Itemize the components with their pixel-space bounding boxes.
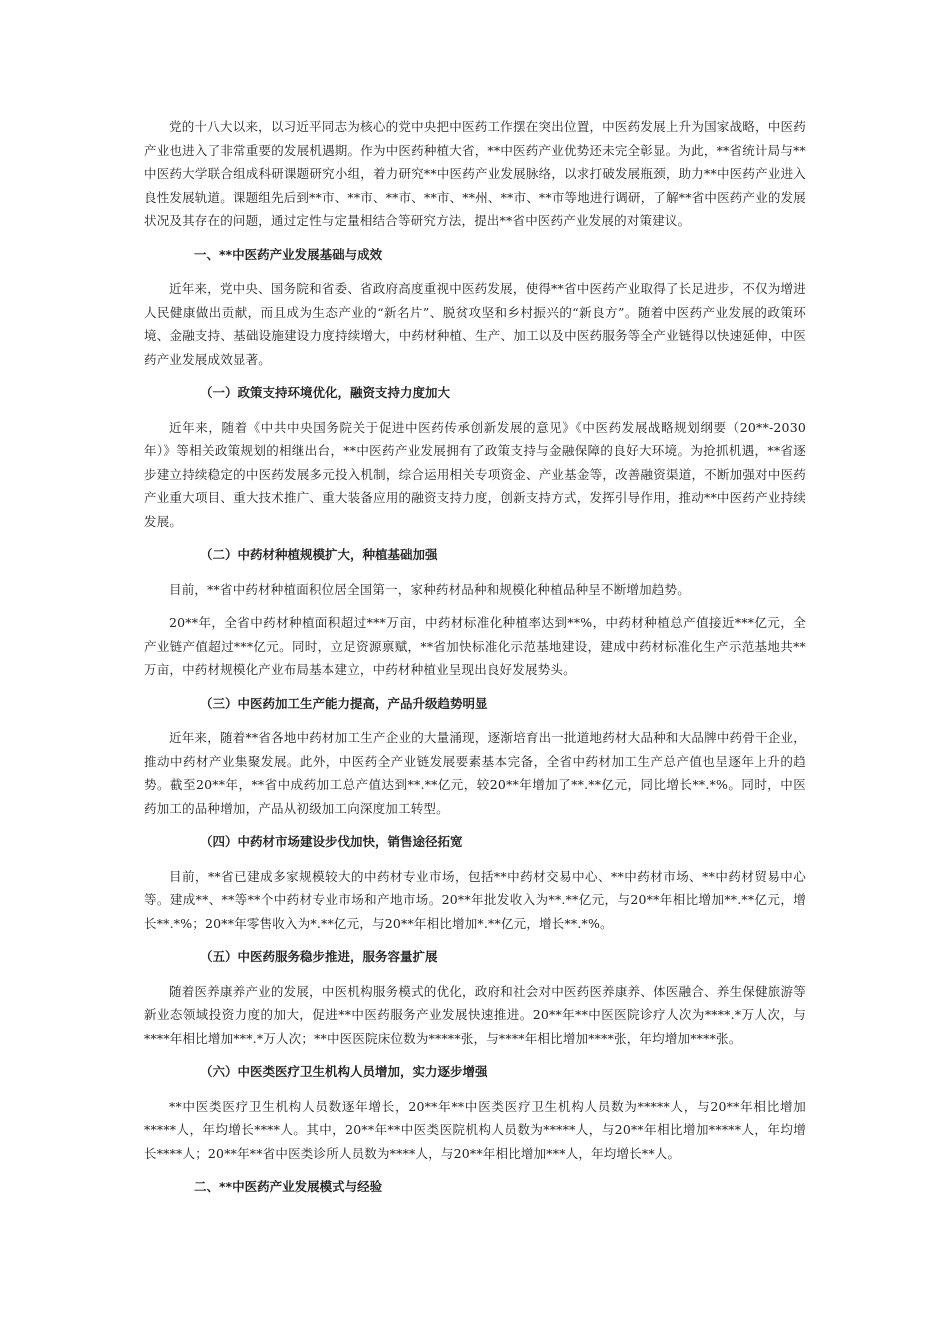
document-page [144,115,806,1199]
subsection-3-heading: （三）中医药加工生产能力提高，产品升级趋势明显 [200,695,488,711]
section-2-heading: 二、**中医药产业发展模式与经验 [194,1179,383,1194]
section-1-heading: 一、**中医药产业发展基础与成效 [194,246,383,262]
intro-paragraph: 党的十八大以来，以习近平同志为核心的党中央把中医药工作摆在突出位置，中医药发展上升为国家战略，中医药产业也进入了非常重要的发展机遇期。作为中医药种植大省，**中医药产业优势还未完全彰显。为此，**省统计局与**中医药大学联合组成科研课题研究小组，着力研究**中医药产业发展脉络，以求打破发展瓶颈，助力**中医药产业进入良性发展轨道。课题组先后到**市、**市、**市、**市、**州、**市、**市等地进行调研，了解**省中医药产业的发展状况及其存在的问题，通过定性与定量相结合等研究方法，提出**省中医药产业发展的对策建议。 [144,119,807,228]
subsection-2-paragraph-2: 20**年，全省中药材种植面积超过***万亩，中药材标准化种植率达到**%，中药材种植总产值接近***亿元，全产业链产值超过***亿元。同时，立足资源禀赋，**省加快标准化示范基地建设，建成中药材标准化生产示范基地共**万亩，中药材规模化产业布局基本建立，中药材种植业呈现出良好发展势头。 [144,615,806,677]
subsection-6-heading: （六）中医类医疗卫生机构人员增加，实力逐步增强 [200,1064,488,1079]
subsection-6-paragraph: **中医类医疗卫生机构人员数逐年增长，20**年**中医类医疗卫生机构人员数为*****人，与20**年相比增加*****人，年均增长****人。其中，20**年**中医类医院机构人员数为*****人，与20**年相比增加*****人，年均增长****人；20**年**省中医类诊所人员数为****人，与20**年相比增加***人，年均增长**人。 [144,1098,806,1161]
subsection-2-heading: （二）中药材种植规模扩大，种植基础加强 [200,547,438,562]
subsection-3-paragraph: 近年来，随着**省各地中药材加工生产企业的大量涌现，逐渐培育出一批道地药材大品种和大品牌中药骨干企业，推动中药材产业集聚发展。此外，中医药全产业链发展要素基本完备，全省中药材加工生产总产值也呈逐年上升的趋势。截至20**年，**省中成药加工总产值达到**.**亿元，较20**年增加了**.**亿元，同比增长**.*%。同时，中医药加工的品种增加，产品从初级加工向深度加工转型。 [144,730,806,816]
subsection-1-paragraph: 近年来，随着《中共中央国务院关于促进中医药传承创新发展的意见》《中医药发展战略规划纲要（20**-2030年）》等相关政策规划的相继出台，**中医药产业发展拥有了政策支持与金融保障的良好大环境。为抢抓机遇，**省逐步建立持续稳定的中医药发展多元投入机制，综合运用相关专项资金、产业基金等，改善融资渠道，不断加强对中医药产业重大项目、重大技术推广、重大装备应用的融资支持力度，创新支持方式，发挥引导作用，推动**中医药产业持续发展。 [144,419,806,529]
subsection-4-paragraph: 目前，**省已建成多家规模较大的中药材专业市场，包括**中药材交易中心、**中药材市场、**中药材贸易中心等。建成**、**等**个中药材专业市场和产地市场。20**年批发收入为**.**亿元，与20**年相比增加**.**亿元，增长**.*%；20**年零售收入为*.**亿元，与20**年相比增加*.**亿元，增长**.*%。 [144,868,806,931]
subsection-4-heading: （四）中药材市场建设步伐加快，销售途径拓宽 [200,834,463,849]
subsection-5-heading: （五）中医药服务稳步推进，服务容量扩展 [200,949,438,964]
section-1-intro: 近年来，党中央、国务院和省委、省政府高度重视中医药发展，使得**省中医药产业取得了长足进步，不仅为增进人民健康做出贡献，而且成为生态产业的“新名片”、脱贫攻坚和乡村振兴的“新良方”。随着中医药产业发展的政策环境、金融支持、基础设施建设力度持续增大，中药材种植、生产、加工以及中医药服务等全产业链得以快速延伸，中医药产业发展成效显著。 [144,281,806,367]
subsection-5-paragraph: 随着医养康养产业的发展，中医机构服务模式的优化，政府和社会对中医药医养康养、体医融合、养生保健旅游等新业态领域投资力度的加大，促进**中医药服务产业发展快速推进。20**年**中医医院诊疗人次为****.*万人次，与****年相比增加***.*万人次；**中医医院床位数为*****张，与****年相比增加****张，年均增加****张。 [144,983,806,1046]
subsection-1-heading: （一）政策支持环境优化，融资支持力度加大 [200,385,451,400]
subsection-2-paragraph-1: 目前，**省中药材种植面积位居全国第一，家种药材品种和规模化种植品种呈不断增加趋势。 [169,581,690,597]
